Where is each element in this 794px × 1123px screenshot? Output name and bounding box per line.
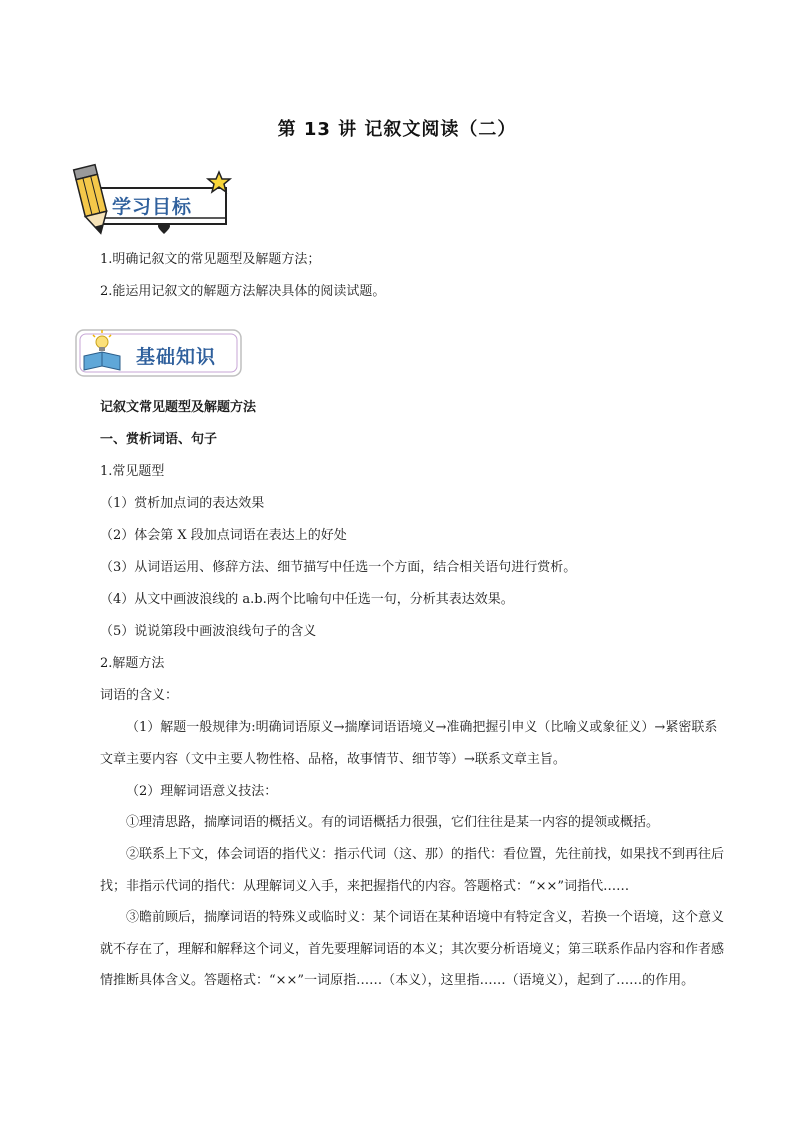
- method-paragraph: ③瞻前顾后，揣摩词语的特殊义或临时义：某个词语在某种语境中有特定含义，若换一个语境，这个意义就不存在了，理解和解释这个词义，首先要理解词语的本义；其次要分析语境义；第三联系作品内容和作者感情推断具体含义。答题格式：“××”一词原指……（本义），这里指……（语境义），起到了……的作用。: [100, 910, 725, 988]
- learning-goals-badge: [68, 162, 243, 244]
- question-type: （3）从词语运用、修辞方法、细节描写中任选一个方面，结合相关语句进行赏析。: [100, 560, 577, 575]
- question-type: （4）从文中画波浪线的 a.b.两个比喻句中任选一句，分析其表达效果。: [100, 592, 514, 607]
- subheading: 2.解题方法: [100, 656, 165, 671]
- meaning-label: 词语的含义：: [100, 688, 179, 703]
- section-title: 一、赏析词语、句子: [100, 432, 218, 447]
- goal-item: 2.能运用记叙文的解题方法解决具体的阅读试题。: [100, 284, 386, 299]
- basic-knowledge-label: 基础知识: [136, 346, 217, 368]
- method-paragraph: ②联系上下文，体会词语的指代义：指示代词（这、那）的指代：看位置，先往前找，如果找不到再往后找；非指示代词的指代：从理解词义入手，来把握指代的内容。答题格式：“××”词指代……: [100, 847, 725, 894]
- method-paragraph: （2）理解词语意义技法：: [126, 784, 278, 799]
- subheading: 1.常见题型: [100, 464, 165, 479]
- method-paragraph: （1）解题一般规律为:明确词语原义→揣摩词语语境义→准确把握引申义（比喻义或象征义）→紧密联系文章主要内容（文中主要人物性格、品格，故事情节、细节等）→联系文章主旨。: [100, 720, 718, 767]
- question-type: （2）体会第 X 段加点词语在表达上的好处: [100, 528, 347, 543]
- method-paragraph: ①理清思路，揣摩词语的概括义。有的词语概括力很强，它们往往是某一内容的提领或概括。: [126, 815, 660, 830]
- page-title: 第 13 讲 记叙文阅读（二）: [277, 119, 517, 140]
- learning-goals-label: 学习目标: [112, 196, 193, 218]
- basic-knowledge-badge: [72, 326, 247, 381]
- goal-item: 1.明确记叙文的常见题型及解题方法；: [100, 252, 321, 267]
- question-type: （5）说说第段中画波浪线句子的含义: [100, 624, 317, 639]
- question-type: （1）赏析加点词的表达效果: [100, 496, 265, 511]
- section-heading: 记叙文常见题型及解题方法: [100, 400, 257, 415]
